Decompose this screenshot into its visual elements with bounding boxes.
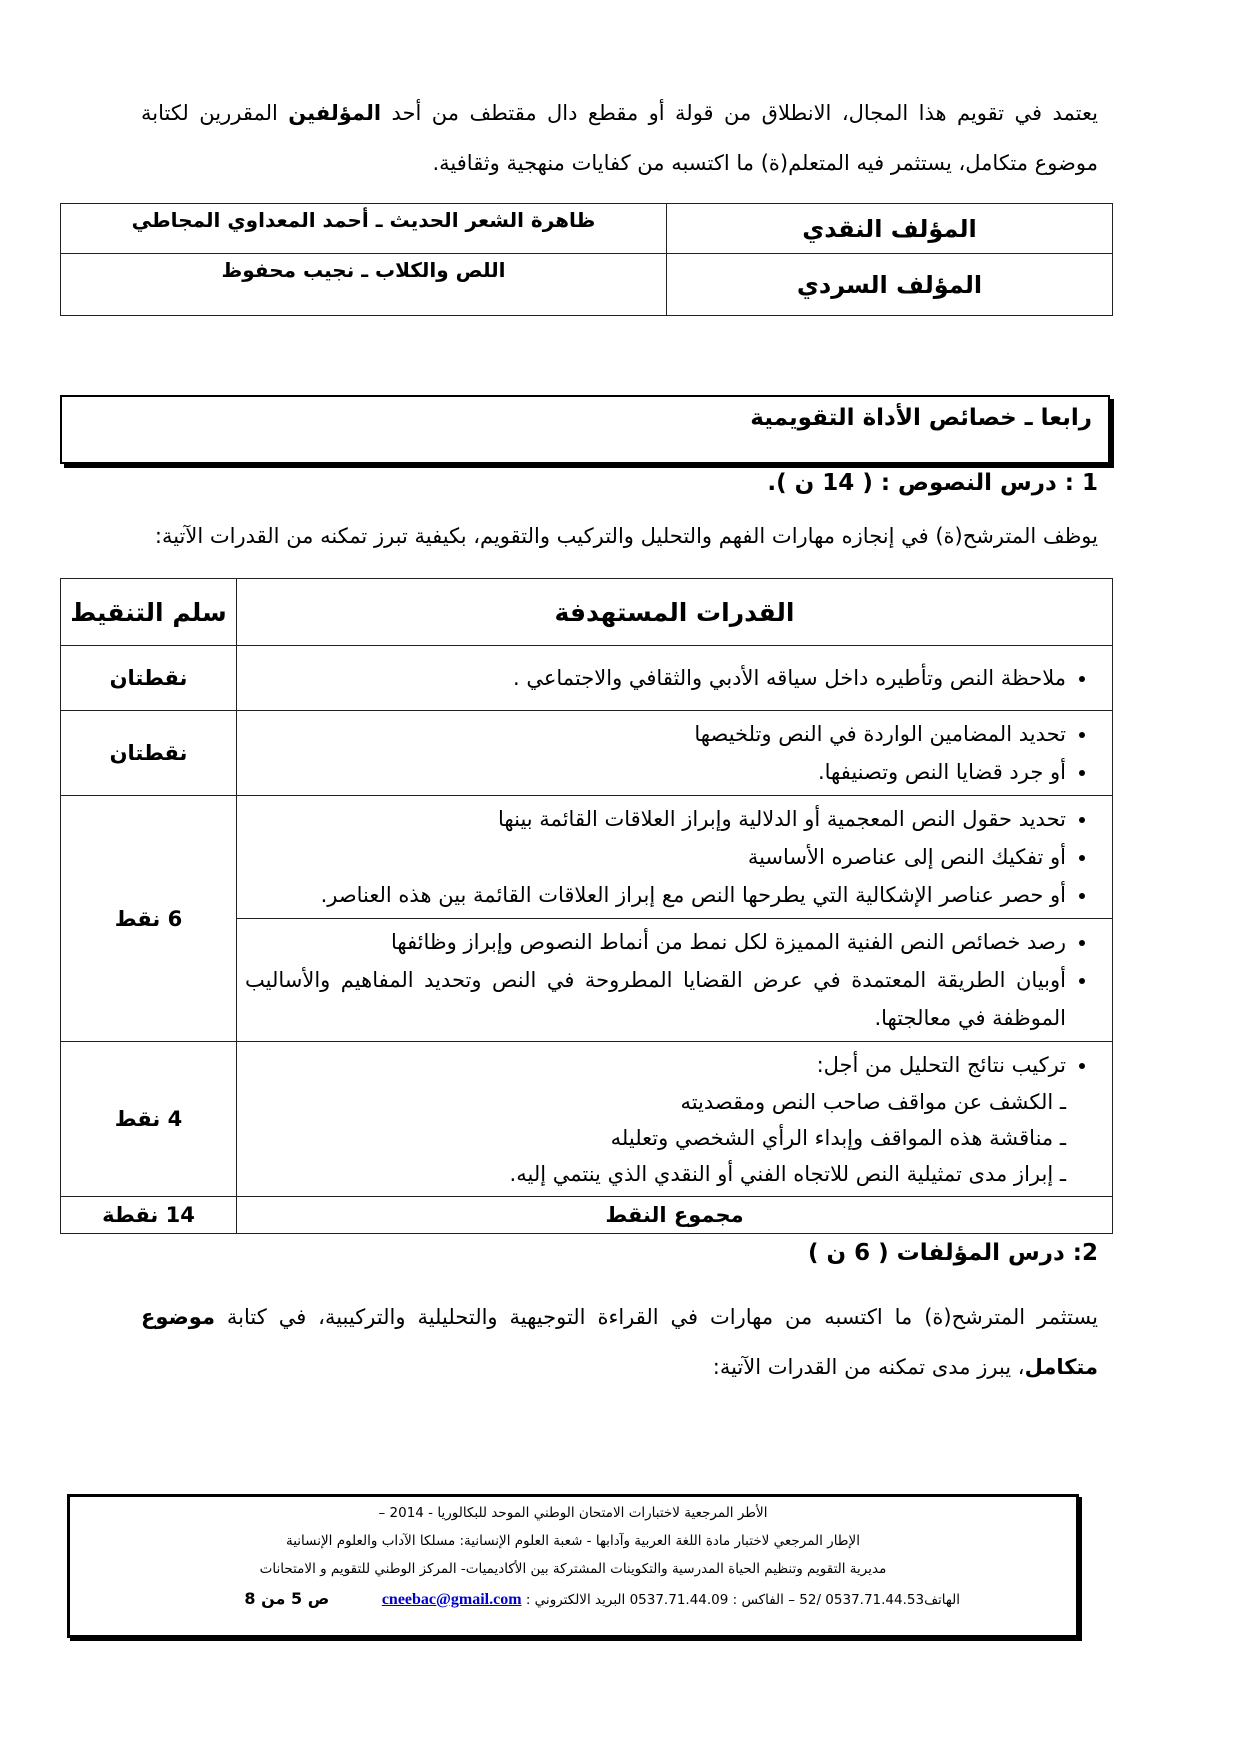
abilities-table [60, 578, 1113, 1234]
ability-item: • أو تفكيك النص إلى عناصره الأساسية [245, 838, 1066, 876]
footer-line3: مديرية التقويم وتنظيم الحياة المدرسية والتكوينات المشتركة بين الأكاديميات- المركز الوطني للتقويم و الامتحانات [259, 1561, 887, 1577]
lesson1-heading: 1 : درس النصوص : ( 14 ن ). [767, 470, 1098, 496]
ability-item: • ملاحظة النص وتأطيره داخل سياقه الأدبي والثقافي والاجتماعي . [245, 659, 1066, 697]
lesson2-bold: موضوع متكامل [141, 1305, 1098, 1379]
row-score: نقطتان [61, 711, 237, 796]
lesson2-text-1: يستثمر المترشح(ة) ما اكتسبه من مهارات في القراءة التوجيهية والتحليلية والتركيبية، في كتابة [214, 1305, 1098, 1329]
ability-item: • تحديد المضامين الواردة في النص وتلخيصها [245, 715, 1066, 753]
ability-item: • تحديد حقول النص المعجمية أو الدلالية وإبراز العلاقات القائمة بينها [245, 800, 1066, 838]
works-table [60, 203, 1113, 316]
ability-item: • أو جرد قضايا النص وتصنيفها. [245, 753, 1066, 791]
ability-item: • أوبيان الطريقة المعتمدة في عرض القضايا المطروحة في النص وتحديد المفاهيم والأساليب الموظفة في معالجتها. [245, 961, 1066, 1037]
section-four-title: رابعا ـ خصائص الأداة التقويمية [750, 405, 1092, 431]
table-row [61, 1042, 1113, 1197]
sub-item: ـ مناقشة هذه المواقف وإبداء الرأي الشخصي وتعليله [610, 1126, 1066, 1150]
total-value: 14 نقطة [61, 1197, 237, 1234]
page-footer [67, 1494, 1079, 1638]
intro-text-1: يعتمد في تقويم هذا المجال، الانطلاق من قولة أو مقطع دال مقتطف من أحد [381, 101, 1098, 125]
lesson2-text-2: ، يبرز مدى تمكنه من القدرات الآتية: [712, 1355, 1025, 1379]
sub-item: ـ إبراز مدى تمثيلية النص للاتجاه الفني أو النقدي الذي ينتمي إليه. [509, 1162, 1066, 1186]
table-row [61, 711, 1113, 796]
table-row [61, 646, 1113, 711]
section-four-box [60, 395, 1110, 464]
footer-contact: الهاتف0537.71.44.53 /52 – الفاكس : 0537.71.44.09 البريد الالكتروني : [525, 1592, 960, 1608]
sub-item: ـ الكشف عن مواقف صاحب النص ومقصديته [680, 1090, 1066, 1114]
page-number: ص 5 من 8 [244, 1589, 330, 1608]
ability-item: • رصد خصائص النص الفنية المميزة لكل نمط من أنماط النصوص وإبراز وظائفها [245, 923, 1066, 961]
footer-contact-line [70, 1589, 1076, 1609]
footer-line1: الأطر المرجعية لاختبارات الامتحان الوطني الموحد للبكالوريا - 2014 – [378, 1505, 768, 1521]
row-score: 6 نقط [61, 796, 237, 1042]
ability-item: • أو حصر عناصر الإشكالية التي يطرحها النص مع إبراز العلاقات القائمة بين هذه العناصر. [245, 876, 1066, 914]
narrative-work-label: المؤلف السردي [667, 254, 1113, 316]
lesson2-heading: 2: درس المؤلفات ( 6 ن ) [807, 1240, 1098, 1266]
email-link[interactable]: cneebac@gmail.com [381, 1591, 522, 1608]
row-score: 4 نقط [61, 1042, 237, 1197]
intro-bold: المؤلفين [288, 101, 382, 125]
total-label: مجموع النقط [237, 1197, 1113, 1234]
footer-line2: الإطار المرجعي لاختبار مادة اللغة العربية وآدابها - شعبة العلوم الإنسانية: مسلكا الآداب والعلوم الإنسانية [285, 1533, 861, 1549]
table-row [61, 796, 1113, 1042]
critical-work-label: المؤلف النقدي [667, 204, 1113, 254]
narrative-work-value: اللص والكلاب ـ نجيب محفوظ [61, 254, 667, 316]
lesson1-intro: يوظف المترشح(ة) في إنجازه مهارات الفهم والتحليل والتركيب والتقويم، بكيفية تبرز تمكنه من القدرات الآتية: [154, 524, 1098, 548]
row-score: نقطتان [61, 646, 237, 711]
lesson2-paragraph [141, 1292, 1098, 1392]
total-row [61, 1197, 1113, 1234]
intro-text-2: المقررين لكتابة موضوع متكامل، يستثمر فيه المتعلم(ة) ما اكتسبه من كفايات منهجية وثقافية. [141, 101, 1098, 175]
col-scale-header: سلم التنقيط [61, 579, 237, 646]
intro-paragraph [141, 88, 1098, 188]
critical-work-value: ظاهرة الشعر الحديث ـ أحمد المعداوي المجاطي [61, 204, 667, 254]
ability-item: • تركيب نتائج التحليل من أجل: [245, 1046, 1066, 1084]
col-abilities-header: القدرات المستهدفة [237, 579, 1113, 646]
